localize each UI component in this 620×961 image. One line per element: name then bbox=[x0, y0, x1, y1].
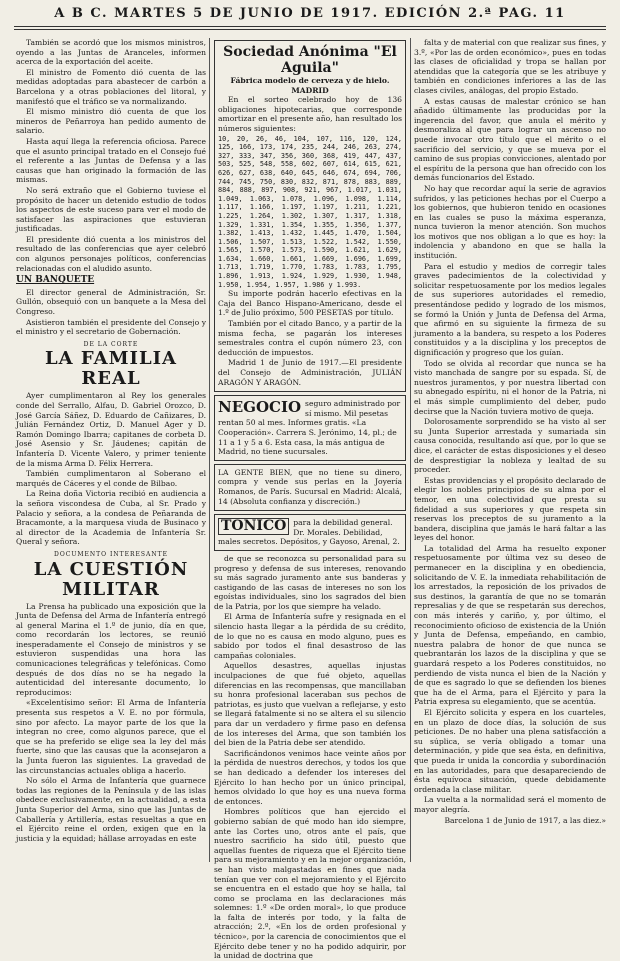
paragraph: La vuelta a la normalidad será el momento de mayor alegría. bbox=[414, 795, 606, 814]
paragraph: El Ejército solicita y espera en los cuarteles, en un plazo de doce días, la solución de sus peticiones. De no haber una plena satisfacción a su súplica, se vería obligado a tomar una determinación, y pide que sea ésta, en definitiva, que pueda ir unida la concordia y subordinación en las autoridades, para que desapareciendo de ésta equívoca situación, quede debidamente ordenada la clase militar. bbox=[414, 707, 606, 794]
paragraph: A estas causas de malestar crónico se han añadido últimamente las producidas por la ingerencia del favor, que anula el mérito y desmoraliza al que para lograr un ascenso no puede invocar otro título que el mérito o el sacrificio del servicio, y que se mueva por el camino de sus propias convicciones, alentado por el espíritu de la persona que han ofrecido con los demás funcionarios del Estado. bbox=[414, 96, 606, 183]
paragraph: También por el citado Banco, y a partir de la misma fecha, se pagarán los intereses semestrales contra el cupón número 23, con deducción de impuestos. bbox=[218, 319, 402, 357]
paragraph: También se acordó que los mismos ministros, oyendo a las Juntas de Aranceles, informen acerca de la exportación del aceite. bbox=[16, 38, 206, 67]
ad-gente-bien bbox=[214, 464, 406, 511]
lottery-numbers: 10, 20, 26, 46, 104, 107, 116, 120, 124, 125, 166, 173, 174, 235, 244, 246, 263, 274, 327, 333, 347, 356, 360, 368, 419, 447, 437, 503, 525, 548, 558, 602, 607, 614, 615, 621, 626, 627, 638, 640, 645, 646, 674, 694, 706, 744, 745, 750, 830, 832, 871, 878, 883, 889, 884, 888, 897, 908, 921, 967, 1.017, 1.031, 1.049, 1.063, 1.078, 1.096, 1.098, 1.114, 1.117, 1.166, 1.197, 1.197, 1.211, 1.221, 1.225, 1.264, 1.302, 1.307, 1.317, 1.318, 1.329, 1.331, 1.354, 1.355, 1.356, 1.377, 1.382, 1.413, 1.432, 1.445, 1.470, 1.504, 1.506, 1.507, 1.513, 1.522, 1.542, 1.550, 1.565, 1.570, 1.573, 1.590, 1.621, 1.629, 1.634, 1.660, 1.661, 1.669, 1.696, 1.699, 1.713, 1.719, 1.770, 1.783, 1.783, 1.795, 1.896, 1.913, 1.924, 1.929, 1.930, 1.948, 1.950, 1.954, 1.957, 1.986 y 1.993. bbox=[218, 134, 402, 289]
paragraph: No sólo el Arma de Infantería que guarnece todas las regiones de la Península y de las islas obedece exclusivamente, en la actualidad, a esta Junta Superior del Arma, sino que las Juntas de Caballería y Artillería, estas resueltas a que en el Ejército reine el orden, exigen que en la justicia y la equidad; hállase arroyadas en este bbox=[16, 776, 206, 843]
paragraph: No hay que recordar aquí la serie de agravios sufridos, y las peticiones hechas por el Cuerpo a los gobiernos, que hubieron tenido en ocasiones en las cuales se puso la máxima esperanza, nunca tuvieron la menor atención. Son muchos los motivos que nos obligan a lo que es hoy: la indolencia y abandono en que se halla la institución. bbox=[414, 183, 606, 261]
kicker-documento: DOCUMENTO INTERESANTE bbox=[54, 550, 168, 558]
paragraph: También cumplimentaron al Soberano el marqués de Cáceres y el conde de Bilbao. bbox=[16, 469, 206, 488]
paragraph: Todo se olvida al recordar que nunca se ha visto manchada de sangre por su espada. Sí, de nuestros juramentos, y por nuestra libertad con su abnegado espíritu, ni el honor de la Patria, ni el más simple cumplimiento del deber, pudo decirse que la Nación tuviera motivo de queja. bbox=[414, 358, 606, 416]
ad-city: MADRID bbox=[291, 85, 329, 95]
headline-cuestion-militar: LA CUESTIÓN MILITAR bbox=[33, 558, 189, 600]
paragraph: «Excelentísimo señor: El Arma de Infantería presenta sus respetos a V. E. no por fórmula, sino por afecto. La mayor parte de los que la integran no cree, como algunos parece, que el que se ha preferido se elige sea la ley del más fuerte, sino que las causas que la aconsejaron a la Junta fueron las siguientes. La gravedad de las circunstancias actuales obliga a hacerlo. bbox=[16, 698, 206, 775]
ad-title: Sociedad Anónima "El Aguila" bbox=[223, 44, 397, 76]
ad-title: TONICO bbox=[218, 518, 289, 535]
ad-tonico bbox=[214, 514, 406, 551]
headline-familia-real: LA FAMILIA REAL bbox=[45, 348, 177, 390]
paragraph: Hasta aquí llega la referencia oficiosa. Parece que el asunto principal tratado en el Consejo fué el referente a las Juntas de Defensa y a las causas que han originado la formación de las mismas. bbox=[16, 136, 206, 185]
paragraph: El presidente dió cuenta a los ministros del resultado de las conferencias que ayer celebró con algunos personajes políticos, conferencias relacionadas con el aludido asunto. bbox=[16, 234, 206, 273]
paragraph: Para el estudio y medios de corregir tales graves padecimientos de la colectividad y solicitar respetuosamente por los medios legales de sus superiores autoridades el remedio, presentándose pedido y logrado de los mismos, se formó la Unión y Junta de Defensa del Arma, que afirmó en su siguiente la firmeza de su juramento a la bandera, su respeto a los Poderes constituidos y a la disciplina y los preceptos de dignificación y progreso que los guían. bbox=[414, 261, 606, 357]
paragraph: Madrid 1 de Junio de 1917.—El presidente del Consejo de Administración, JULIÁN ARAGÓN Y ARAGÓN. bbox=[218, 358, 402, 387]
paragraph: Aquellos desastres, aquellas injustas inculpaciones de que fué objeto, aquellas diferencias en las recompensas, que mancillaban su honra profesional laceraban sus pechos de patriotas, es justo que vuelvan a reflejarse, y esto se llegará fatalmente si no se altera el su silencio para dar un verdadero y firme paso en defensa de los intereses del Arma, que son también los del bien de la Patria debe ser atendido. bbox=[214, 661, 406, 748]
paragraph: Estas providencias y el propósito declarado de elegir los nobles principios de su alma por el temor, en una colectividad que presta su fidelidad a sus superiores y que respeta sin reservas los preceptos de su juramento a la bandera, disciplina que jamás le hará faltar a las leyes del honor. bbox=[414, 475, 606, 543]
kicker-corte: DE LA CORTE bbox=[83, 340, 139, 348]
paragraph: La totalidad del Arma ha resuelto exponer respetuosamente por última vez su deseo de permanecer en la disciplina y en obediencia, solicitando de V. E. la inmediata rehabilitación de los arrestados, la reposición de los privados de sus destinos, la garantía de que no se tomarán represalias y de que se respetarán sus derechos, con más interés y cariño, y, por último, el reconocimiento oficioso de existencia de la Unión y Junta de Defensa, empeñando, en cambio, nuestra palabra de honor de que nunca se quebrantarán los lazos de la disciplina y que se guardará respeto a los Poderes constituidos, no perdiendo de vista nunca el bien de la Nación y de que es sagrado lo que se defienden los bienes que ha de el Arma, para el Ejército y para la Patria expresa su elegamiento, que se acentúa. bbox=[414, 543, 606, 707]
ad-title: NEGOCIO bbox=[218, 398, 302, 417]
signature-line: Barcelona 1 de Junio de 1917, a las diez.» bbox=[444, 815, 606, 825]
column-middle bbox=[214, 38, 406, 961]
paragraph: El mismo ministro dió cuenta de que los mineros de Peñarroya han pedido aumento de salario. bbox=[16, 107, 206, 136]
ad-negocio bbox=[214, 395, 406, 461]
paragraph: El ministro de Fomento dió cuenta de las medidas adoptadas para abastecer de carbón a Barcelona y a otras poblaciones del litoral, y manifestó que el tráfico se va normalizando. bbox=[16, 67, 206, 106]
ad-text: seguro administrado por sí mismo. Mil pesetas rentan 50 al mes. Informes gratis. «La Cooperación». Carrera S. Jerónimo, 14, pl.; de 11 a 1 y 5 a 6. Esta casa, la más antigua de Madrid, no tiene sucursales. bbox=[218, 399, 401, 457]
paragraph: Sacrificándonos venimos hace veinte años por la pérdida de nuestros derechos, y todos los que se han dedicado a defender los intereses del Ejército lo han hecho por un único principal, hemos olvidado lo que hoy es una nueva forma de entonces. bbox=[214, 748, 406, 806]
ad-text: LA GENTE BIEN, que no tiene su dinero, compra y vende sus perlas en la Joyería Romanos, de París. Sucursal en Madrid: Alcalá, 14 (Absoluta confianza y discreción.) bbox=[218, 467, 402, 506]
paragraph: falta y de material con que realizar sus fines, y 3.º, «Por las de orden económico», pues en todas las clases de oficialidad y tropa se hallan por atendidas que la categoría que se les atribuye y también en condiciones inferiores a las de las clases civiles, análogas, del propio Estado. bbox=[414, 38, 606, 95]
paragraph: Hombres políticos que han ejercido el gobierno sabían de qué modo han ido siempre, ante las Cortes uno, otros ante el país, que nuestro sacrificio ha sido útil, puesto que aquellas fuentes de riqueza que el Ejército tiene para su mejoramiento y en la mejor organización, se han visto malgastadas en fines que nada tenían que ver con el mejoramiento y el Ejército se encuentra en el estado que hoy se halla, tal como se proclama en las declaraciones más solemnes: 1.º «De orden moral», lo que produce la falta de interés por todo, y la falta de atracción; 2.º, «En los de orden profesional y técnico», por la carencia de conocimientos que el Ejército debe tener y no ha podido adquirir, por la unidad de doctrina que bbox=[214, 807, 406, 961]
paragraph: Ayer cumplimentaron al Rey los generales conde del Serrallo, Alfau, D. Gabriel Orozco, D. José García Sáñez, D. Eduardo de Cañizares, D. Julián Fernández Ortiz, D. Manuel Ager y D. Ramón Domingo Ibarra; capitanes de corbeta D. José Asensio y Sr. Jáudenes; capitán de Infantería D. Vicente Valero, y primer teniente de la misma Arma D. Félix Herrera. bbox=[16, 391, 206, 468]
paragraph: El director general de Administración, Sr. Gullón, obsequió con un banquete a la Mesa del Congreso. bbox=[16, 287, 206, 317]
paragraph: Su importe podrán hacerlo efectivas en la Caja del Banco Hispano-Americano, desde el 1.º de Julio próximo, 500 PESETAS por título. bbox=[218, 289, 402, 318]
paragraph: No será extraño que el Gobierno tuviese el propósito de hacer un detenido estudio de todos los aspectos de este suceso para ver el modo de satisfacer las aspiraciones que estuvieran justificadas. bbox=[16, 185, 206, 234]
section-heading-banquete: UN BANQUETE bbox=[16, 275, 95, 286]
paragraph: En el sorteo celebrado hoy de 136 obligaciones hipotecarias, que corresponde amortizar en el presente año, han resultado los números siguientes: bbox=[218, 95, 402, 133]
ad-el-aguila bbox=[214, 40, 406, 392]
ad-text: para la debilidad general. Dr. Morales. Debilidad, males secretos. Depósitos, y Gayoso, Arenal, 2. bbox=[218, 518, 400, 547]
paragraph: Asistieron también el presidente del Consejo y el ministro y el secretario de Gobernación. bbox=[16, 317, 206, 337]
paragraph: La Reina doña Victoria recibió en audiencia a la señora viscondesa de Cuba, al Sr. Prado y Palacio y señora, a la condesa de Peñaranda de Bracamonte, a la marquesa viuda de Businaco y al director de la Academia de Infantería Sr. Queral y señora. bbox=[16, 489, 206, 547]
column-right bbox=[414, 38, 606, 862]
paragraph: La Prensa ha publicado una exposición que la Junta de Defensa del Arma de Infantería entregó al general Marina el 1.º de junio, día en que, como recordarán los lectores, se reunió inesperadamente el Consejo de ministros y se estuvieron suspendidas una hora las comunicaciones telegráficas y telefónicas. Como después de dos días no se ha negado la autenticidad del interesante documento, lo reproducimos: bbox=[16, 601, 206, 697]
ad-subtitle: Fábrica modelo de cerveza y de hielo. bbox=[230, 76, 390, 85]
paragraph: Dolorosamente sorprendido se ha visto al ser su Junta Superior arrestada y sumariada sin causa conocida, resultando así que, por lo que se dice, el carácter de estas disposiciones y el deseo de desprestigiar la nobleza y lealtad de su proceder. bbox=[414, 417, 606, 475]
column-left bbox=[16, 38, 206, 862]
column-divider-2 bbox=[410, 38, 411, 862]
paragraph: El Arma de Infantería sufre y resignada en el silencio hasta llegar a la pérdida de su crédito, de lo que no es causa en modo alguno, pues es sabido por todos el final desastroso de las campañas coloniales. bbox=[214, 612, 406, 660]
paragraph: de que se reconozca su personalidad para su progreso y defensa de sus intereses, renovando su más sagrado juramento ante sus banderas y castigando de las casas de intereses no son los egoístas individuales, sino los sagrados del bien de la Patria, por los que siempre ha velado. bbox=[214, 553, 406, 611]
header-rule bbox=[14, 26, 606, 27]
page-header: A B C. MARTES 5 DE JUNIO DE 1917. EDICIÓN 2.ª PAG. 11 bbox=[54, 6, 566, 21]
column-divider-1 bbox=[209, 38, 210, 862]
header-rule-2 bbox=[14, 29, 606, 30]
